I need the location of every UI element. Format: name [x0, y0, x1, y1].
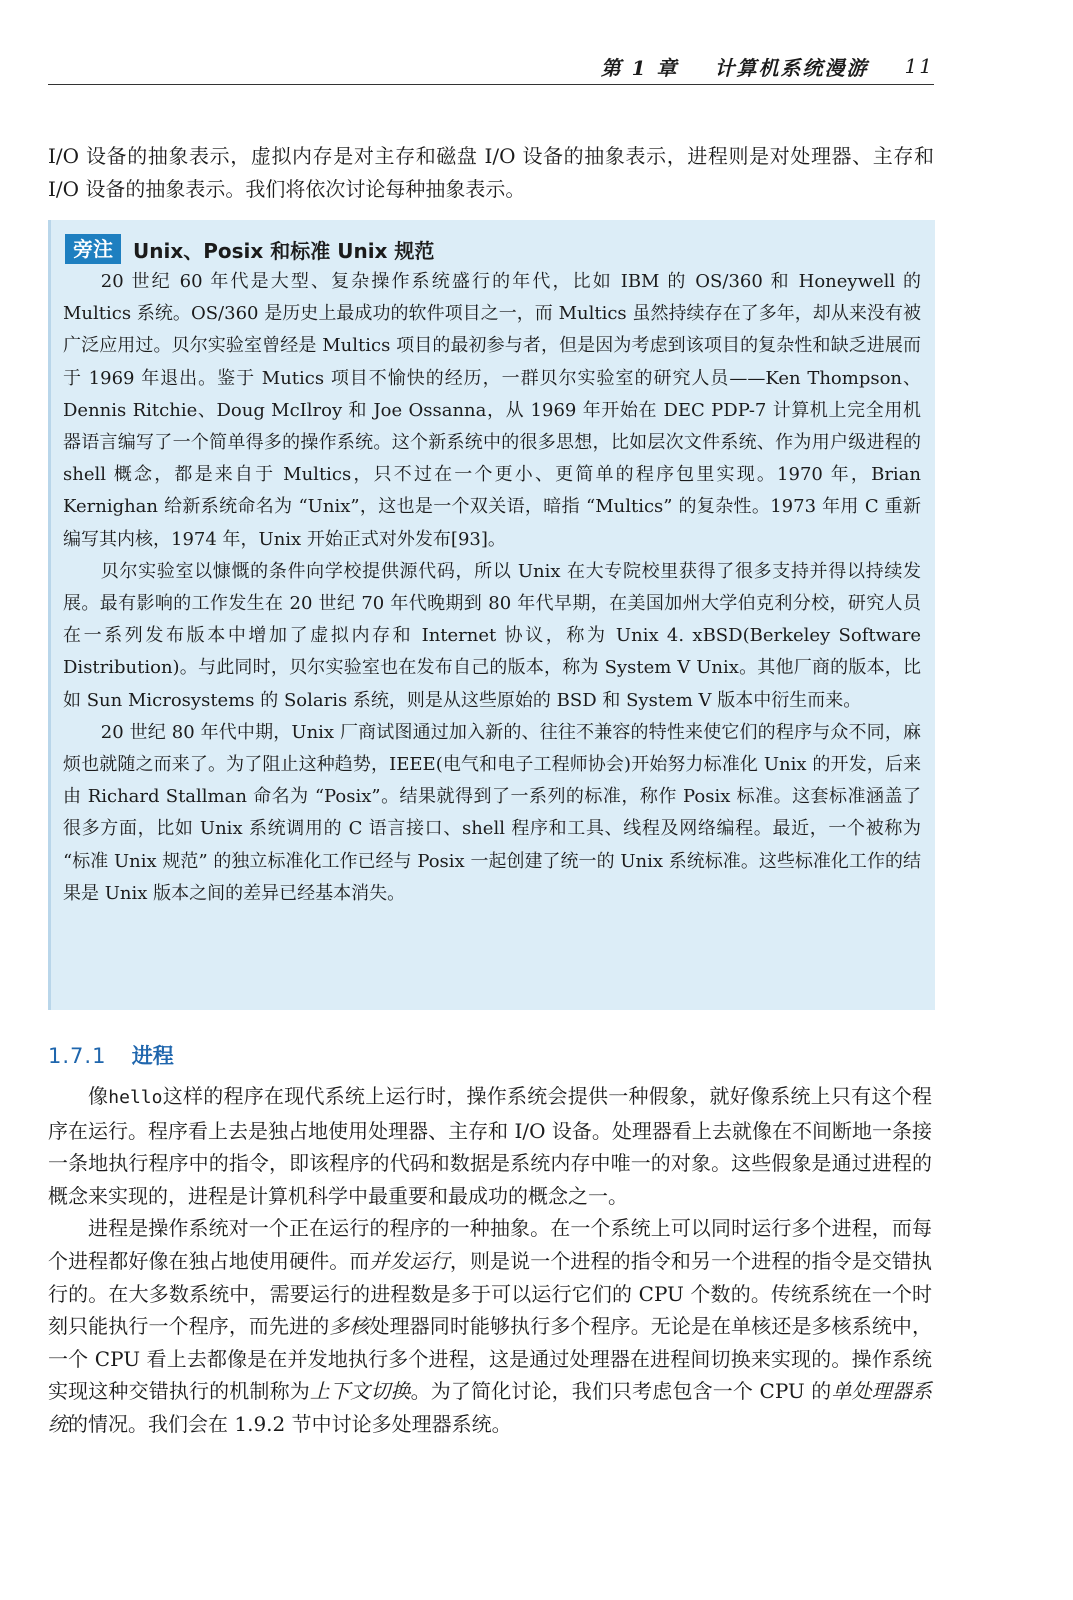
text-run: 像: [88, 1084, 109, 1108]
aside-paragraph-1: 20 世纪 60 年代是大型、复杂操作系统盛行的年代，比如 IBM 的 OS/360 和 Honeywell 的 Multics 系统。OS/360 是历史上最成功的软件项目之一，而 Multics 虽然持续存在了多年，却从来没有被广泛应用过。贝尔实验室曾经是 Multics 项目的最初参与者，但是因为考虑到该项目的复杂性和缺乏进展而于 1969 年退出。鉴于 Mutics 项目不愉快的经历，一群贝尔实验室的研究人员——Ken Thompson、Dennis Ritchie、Doug McIlroy 和 Joe Ossanna，从 1969 年开始在 DEC PDP-7 计算机上完全用机器语言编写了一个简单得多的操作系统。这个新系统中的很多思想，比如层次文件系统、作为用户级进程的 shell 概念，都是来自于 Multics，只不过在一个更小、更简单的程序包里实现。1970 年，Brian Kernighan 给新系统命名为 “Unix”，这也是一个双关语，暗指 “Multics” 的复杂性。1973 年用 C 重新编写其内核，1974 年，Unix 开始正式对外发布[93]。: [63, 271, 921, 550]
text-run: 这样的程序在现代系统上运行时，操作系统会提供一种假象，就好像系统上只有这个程序在运行。程序看上去是独占地使用处理器、主存和 I/O 设备。处理器看上去就像在不间断地一条接一条地执行程序中的指令，即该程序的代码和数据是系统内存中唯一的对象。这些假象是通过进程的概念来实现的，进程是计算机科学中最重要和最成功的概念之一。: [48, 1084, 933, 1208]
aside-paragraph-2: 贝尔实验室以慷慨的条件向学校提供源代码，所以 Unix 在大专院校里获得了很多支持并得以持续发展。最有影响的工作发生在 20 世纪 70 年代晚期到 80 年代早期，在美国加州大学伯克利分校，研究人员在一系列发布版本中增加了虚拟内存和 Internet 协议，称为 Unix 4. xBSD(Berkeley Software Distribution)。与此同时，贝尔实验室也在发布自己的版本，称为 System V Unix。其他厂商的版本，比如 Sun Microsystems 的 Solaris 系统，则是从这些原始的 BSD 和 System V 版本中衍生而来。: [63, 560, 921, 711]
body-paragraph-2: [48, 1212, 932, 1440]
section-heading: [48, 1040, 174, 1070]
aside-tag: 旁注: [65, 234, 121, 264]
text-run: 。为了简化讨论，我们只考虑包含一个 CPU 的: [410, 1379, 832, 1404]
section-title: 进程: [131, 1044, 174, 1068]
running-header: [48, 48, 934, 85]
page-number: 11: [904, 54, 934, 78]
text-run: 的情况。我们会在 1.9.2 节中讨论多处理器系统。: [68, 1411, 512, 1436]
aside-body: [63, 266, 921, 910]
code-hello: hello: [108, 1087, 163, 1108]
aside-paragraph-3: 20 世纪 80 年代中期，Unix 厂商试图通过加入新的、往往不兼容的特性来使它们的程序与众不同，麻烦也就随之而来了。为了阻止这种趋势，IEEE(电气和电子工程师协会)开始努力标准化 Unix 的开发，后来由 Richard Stallman 命名为 “Posix”。结果就得到了一系列的标准，称作 Posix 标准。这套标准涵盖了很多方面，比如 Unix 系统调用的 C 语言接口、shell 程序和工具、线程及网络编程。最近，一个被称为 “标准 Unix 规范” 的独立标准化工作已经与 Posix 一起创建了统一的 Unix 系统标准。这些标准化工作的结果是 Unix 版本之间的差异已经基本消失。: [63, 721, 921, 904]
chapter-label: 第 1 章: [600, 55, 679, 80]
aside-box: [48, 220, 935, 1010]
intro-paragraph: I/O 设备的抽象表示，虚拟内存是对主存和磁盘 I/O 设备的抽象表示，进程则是对处理器、主存和 I/O 设备的抽象表示。我们将依次讨论每种抽象表示。: [48, 144, 934, 201]
body-paragraph-1: [48, 1080, 932, 1212]
chapter-title: 计算机系统漫游: [714, 55, 869, 80]
term-concurrent: 并发运行: [369, 1248, 450, 1273]
section-number: 1.7.1: [48, 1044, 107, 1068]
body-text: [48, 1080, 932, 1441]
aside-heading: [65, 234, 434, 264]
term-multicore: 多核: [329, 1314, 370, 1339]
text-run: ，则是说一个进程的指令和另一个进程的指令是交错执行的。在大多数系统中，需要运行的进程数是多于可以运行它们的 CPU 个数的。传统系统在一个时刻只能执行一个程序，而先进的: [48, 1248, 933, 1339]
term-uniprocessor: 单处理器系统: [48, 1379, 933, 1436]
aside-title: Unix、Posix 和标准 Unix 规范: [133, 238, 435, 263]
text-run: 处理器同时能够执行多个程序。无论是在单核还是多核系统中，一个 CPU 看上去都像是在并发地执行多个进程，这是通过处理器在进程间切换来实现的。操作系统实现这种交错执行的机制称为: [48, 1314, 933, 1404]
term-context-switch: 上下文切换: [309, 1379, 411, 1404]
text-run: 进程是操作系统对一个正在运行的程序的一种抽象。在一个系统上可以同时运行多个进程，而每个进程都好像在独占地使用硬件。而: [48, 1216, 932, 1273]
